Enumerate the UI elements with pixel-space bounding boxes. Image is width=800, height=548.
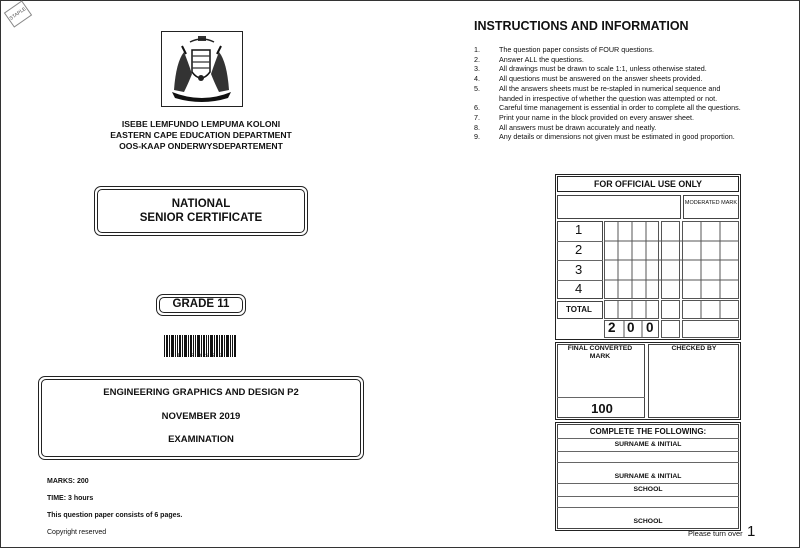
school-field-label: SCHOOL [633,518,663,525]
department-line-3: OOS-KAAP ONDERWYSDEPARTEMENT [119,141,283,151]
marks-grid [604,221,739,339]
question-number: 3 [575,262,583,277]
department-name [61,119,341,152]
final-mark-value: 100 [591,401,613,416]
total-digit: 0 [646,320,654,335]
final-mark-label: FINAL CONVERTED MARK [567,345,633,360]
checked-by-label: CHECKED BY [671,345,717,352]
instruction-item: 1. The question paper consists of FOUR questions. [474,45,655,54]
department-line-1: ISEBE LEMFUNDO LEMPUMA KOLONI [121,119,281,129]
barcode-text: * I E R D S E 2 * [170,353,230,359]
instructions-title: INSTRUCTIONS AND INFORMATION [474,19,689,33]
complete-title: COMPLETE THE FOLLOWING: [589,427,707,436]
certificate-line-2: SENIOR CERTIFICATE [139,212,263,224]
instruction-item: 8. All answers must be drawn accurately and neatly. [474,122,657,132]
instruction-item: 6. Careful time management is essential in order to complete all the questions. [474,103,741,113]
subject-title: ENGINEERING GRAPHICS AND DESIGN P2 [103,387,299,398]
grade-label: GRADE 11 [172,298,230,310]
total-digit: 0 [627,320,635,335]
instruction-item: handed in irrespective of whether the question was attempted or not. [499,93,718,103]
grade-box [156,294,246,316]
official-use-title: FOR OFFICIAL USE ONLY [557,176,739,192]
instruction-item: 9. Any details or dimensions not given must be estimated in good proportion. [474,132,735,142]
checked-by-cell [648,344,739,418]
question-number: 1 [575,222,583,237]
instruction-item: 2. Answer ALL the questions. [474,54,584,64]
instructions-list [474,45,789,142]
subject-box [38,376,364,460]
official-blank-cell [557,195,681,219]
marks-label: MARKS: 200 [47,478,89,485]
certificate-line-1: NATIONAL [171,198,231,210]
exam-date: NOVEMBER 2019 [161,411,241,422]
instruction-item: 4. All questions must be answered on the answer sheets provided. [474,74,703,84]
surname-field-label: SURNAME & INITIAL [614,441,682,448]
instruction-item: 5. All the answers sheets must be re-stapled in numerical sequence and [474,83,721,93]
question-number: 2 [575,242,583,257]
question-number: 4 [575,281,583,296]
staple-mark: STAPLE [4,0,32,27]
total-digit: 2 [608,320,616,335]
surname-field-label: SURNAME & INITIAL [614,473,682,480]
copyright-note: Copyright reserved [47,529,107,536]
school-field-label: SCHOOL [633,486,663,493]
turn-over-note: Please turn over [688,529,743,538]
moderated-mark-label: MODERATED MARK [684,200,738,206]
pages-note: This question paper consists of 6 pages. [47,512,183,519]
coat-of-arms-logo [161,31,243,107]
department-line-2: EASTERN CAPE EDUCATION DEPARTMENT [110,130,292,140]
exam-type: EXAMINATION [168,434,234,445]
total-label: TOTAL [566,305,592,314]
time-label: TIME: 3 hours [47,495,94,502]
moderated-mark-cell [683,195,739,219]
page-number: 1 [747,523,756,540]
certificate-box [94,186,308,236]
instruction-item: 3. All drawings must be drawn to scale 1:1, unless otherwise stated. [474,64,707,74]
instruction-item: 7. Print your name in the block provided on every answer sheet. [474,112,694,122]
